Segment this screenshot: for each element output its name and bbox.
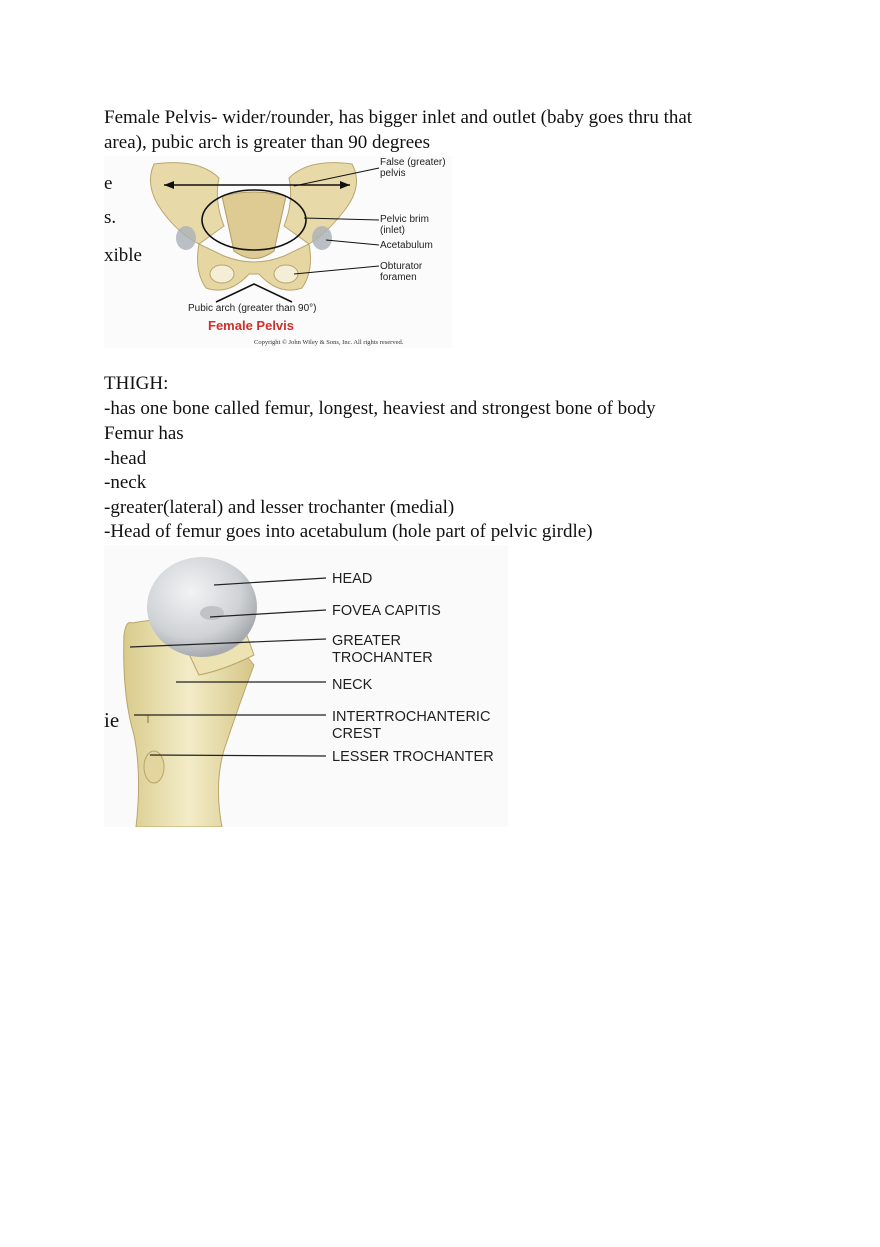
label-fovea-capitis: FOVEA CAPITIS <box>332 603 441 619</box>
copyright-note: Copyright © John Wiley & Sons, Inc. All rights reserved. <box>254 339 404 346</box>
cut-text-2: s. <box>104 207 117 228</box>
femur-cut-text: ie <box>104 708 120 732</box>
femur-illustration <box>104 545 508 827</box>
intro-text-line-2: area), pubic arch is greater than 90 degrees <box>104 132 430 153</box>
sacrum <box>222 192 286 259</box>
intro-text-line-1: Female Pelvis- wider/rounder, has bigger inlet and outlet (baby goes thru that <box>104 107 693 128</box>
label-greater-trochanter-1: GREATER <box>332 633 402 649</box>
list-item-trochanter: -greater(lateral) and lesser trochanter (medial) <box>104 497 455 518</box>
thigh-text-line: -has one bone called femur, longest, heaviest and strongest bone of body <box>104 398 656 419</box>
thigh-heading: THIGH: <box>104 373 169 394</box>
female-pelvis-figure <box>104 156 452 348</box>
list-item-acetabulum: -Head of femur goes into acetabulum (hole part of pelvic girdle) <box>104 521 593 542</box>
label-lesser-trochanter: LESSER TROCHANTER <box>332 749 494 765</box>
femur-has-text: Femur has <box>104 423 184 444</box>
left-acetabulum <box>176 226 196 250</box>
label-pelvic-brim-2: (inlet) <box>380 225 406 236</box>
label-intertrochanteric-1: INTERTROCHANTERIC <box>332 709 491 725</box>
label-intertrochanteric-2: CREST <box>332 726 382 742</box>
label-pubic-arch: Pubic arch (greater than 90°) <box>188 303 317 314</box>
list-item-neck: -neck <box>104 472 147 493</box>
label-acetabulum: Acetabulum <box>380 240 433 251</box>
label-obturator-2: foramen <box>380 272 417 283</box>
pelvis-illustration <box>104 156 452 348</box>
label-neck: NECK <box>332 677 373 693</box>
label-pelvic-brim-1: Pelvic brim <box>380 214 429 225</box>
label-greater-trochanter-2: TROCHANTER <box>332 650 433 666</box>
label-head: HEAD <box>332 571 373 587</box>
label-false-pelvis-1: False (greater) <box>380 157 446 168</box>
femur-figure <box>104 545 508 827</box>
left-obturator <box>210 265 234 283</box>
lesser-trochanter <box>144 751 164 783</box>
label-false-pelvis-2: pelvis <box>380 168 406 179</box>
fovea-capitis <box>200 606 224 620</box>
pelvis-figure-title: Female Pelvis <box>208 318 294 333</box>
cut-text-3: xible <box>104 245 142 266</box>
right-acetabulum <box>312 226 332 250</box>
label-obturator-1: Obturator <box>380 261 423 272</box>
cut-text-1: e <box>104 173 113 194</box>
list-item-head: -head <box>104 448 147 469</box>
